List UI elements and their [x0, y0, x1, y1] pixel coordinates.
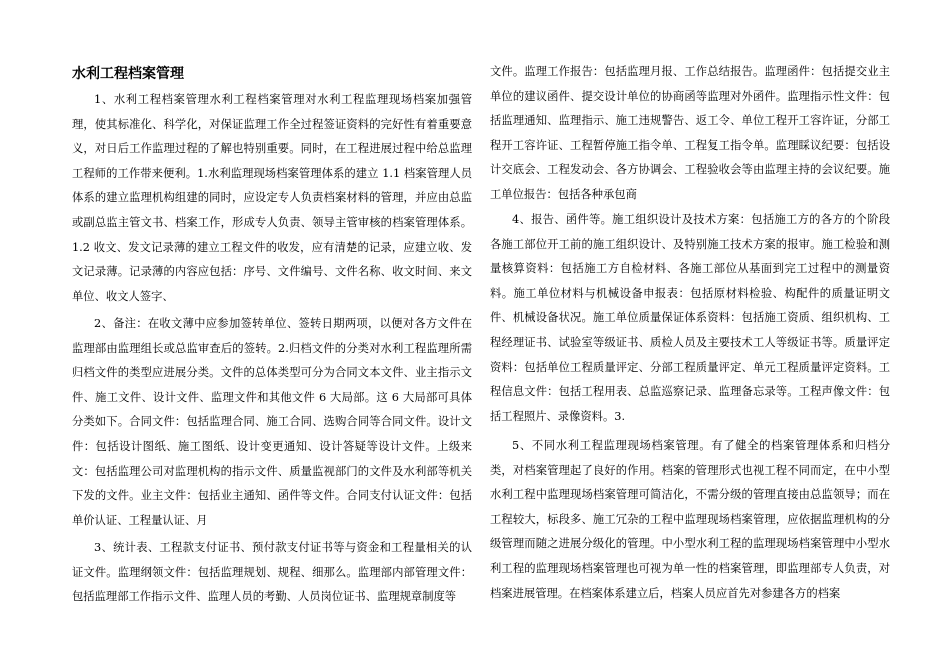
document-title: 水利工程档案管理	[72, 66, 184, 82]
left-paragraph-2: 2、备注：在收文薄中应参加签转单位、签转日期两项，以便对各方文件在监理部由监理组长或总监审查后的签转。2.归档文件的分类对水利工程监理所需归档文件的类型应进展分类。文件的总体类型可分为合同文本文件、业主指示文件、施工文件、设计文件、监理文件和其他文件 6 大局部。这 6 大局部可具体分类如下。合同文件：包括监理合同、施工合同、选购合同等合同文件。设计文件：包括设计图纸、施工图纸、设计变更通知、设计答疑等设计文件。上级来文：包括监理公司对监理机构的指示文件、质量监视部门的文件及水利部等机关下发的文件。业主文件：包括业主通知、函件等文件。合同支付认证文件：包括单价认证、工程量认证、月	[72, 317, 472, 527]
right-paragraph-2: 4、报告、函件等。施工组织设计及技术方案：包括施工方的各方的个阶段各施工部位开工前的施工组织设计、及特别施工技术方案的报审。施工检验和测量核算资料：包括施工方自检材料、各施工部位从基面到完工过程中的测量资料。施工单位材料与机械设备申报表：包括原材料检验、构配件的质量证明文件、机械设备状况。施工单位质量保证体系资料：包括施工资质、组织机构、工程经理证书、试验室等级证书、质检人员及主要技术工人等级证书等。质量评定资料：包括单位工程质量评定、分部工程质量评定、单元工程质量评定资料。工程信息文件：包括工程用表、总监巡察记录、监理备忘录等。工程声像文件：包括工程照片、录像资料。3.	[490, 213, 890, 423]
left-paragraph-3: 3、统计表、工程款支付证书、预付款支付证书等与资金和工程量相关的认证文件。监理纲领文件：包括监理规划、规程、细那么。监理部内部管理文件：包括监理部工作指示文件、监理人员的考勤、人员岗位证书、监理规章制度等	[72, 541, 472, 604]
right-paragraph-3: 5、不同水利工程监理现场档案管理。有了健全的档案管理体系和归档分类，对档案管理起了良好的作用。档案的管理形式也视工程不同而定，在中小型水利工程中监理现场档案管理可简洁化，不需分级的管理直接由总监领导；而在工程较大，标段多、施工冗杂的工程中监理现场档案管理，应依据监理机构的分级管理而随之进展分级化的管理。中小型水利工程的监理现场档案管理中小型水利工程的监理现场档案管理也可视为单一性的档案管理，即监理部专人负责，对档案进展管理。在档案体系建立后，档案人员应首先对参建各方的档案	[490, 439, 890, 600]
right-paragraph-1: 文件。监理工作报告：包括监理月报、工作总结报告。监理函件：包括提交业主单位的建议函件、提交设计单位的协商函等监理对外函件。监理指示性文件：包括监理通知、监理指示、施工违规警告、返工令、单位工程开工容许证，分部工程开工容许证、工程暂停施工指令单、工程复工指令单。监理睬议纪要：包括设计交底会、工程发动会、各方协调会、工程验收会等由监理主持的会议纪要。施工单位报告：包括各种承包商	[490, 65, 890, 201]
left-paragraph-1: 1、水利工程档案管理水利工程档案管理对水利工程监理现场档案加强管理，使其标准化、科学化，对保证监理工作全过程签证资料的完好性有着重要意义，对日后工作监理过程的了解也特别重要。同时，在工程进展过程中给总监理工程师的工作带来便利。1.水利监理现场档案管理体系的建立 1.1 档案管理人员体系的建立监理机构组建的同时，应设定专人负责档案材料的管理，并应由总监或副总监主管文书、档案工作，形成专人负责、领导主管审核的档案管理体系。1.2 收文、发文记录薄的建立工程文件的收发，应有清楚的记录，应建立收、发文记录薄。记录薄的内容应包括：序号、文件编号、文件名称、收文时间、来文单位、收文人签字、	[72, 93, 472, 303]
